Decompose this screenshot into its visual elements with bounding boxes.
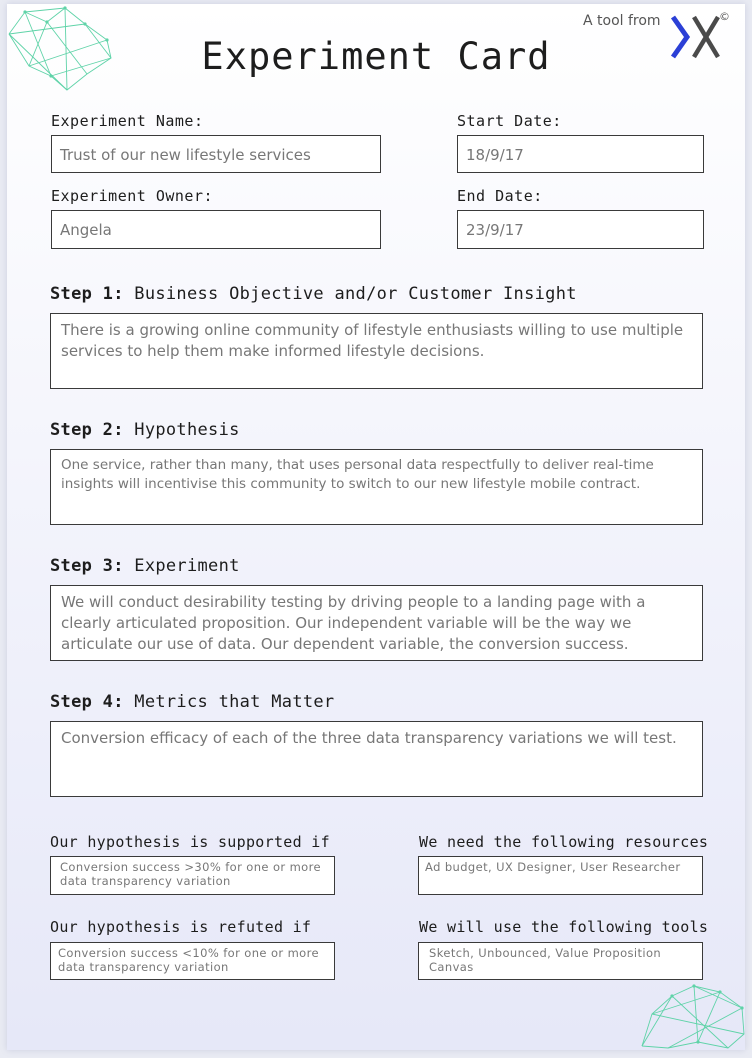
refuted-label: Our hypothesis is refuted if [50, 918, 312, 936]
page-title: Experiment Card [201, 35, 551, 78]
step-number: Step 2: [50, 420, 124, 440]
experiment-owner-label: Experiment Owner: [51, 187, 214, 205]
step-3-textarea[interactable]: We will conduct desirability testing by driving people to a landing page with a clearly articulated proposition. Our independent variable will be the way we articulate our use of data. Our dependent variable, the conversion success. [50, 585, 703, 661]
resources-field[interactable]: Ad budget, UX Designer, User Researcher [418, 856, 703, 895]
step-title: Hypothesis [134, 420, 240, 440]
tools-label: We will use the following tools [419, 918, 709, 936]
start-date-field[interactable]: 18/9/17 [457, 135, 704, 173]
step-4-textarea[interactable]: Conversion efficacy of each of the three data transparency variations we will test. [50, 721, 703, 797]
step-title: Business Objective and/or Customer Insight [134, 284, 577, 304]
step-title: Metrics that Matter [134, 692, 335, 712]
step-2-textarea[interactable]: One service, rather than many, that uses personal data respectfully to deliver real-time insights will incentivise this community to switch to our new lifestyle mobile contract. [50, 449, 703, 525]
copyright-mark: © [719, 10, 730, 23]
refuted-field[interactable]: Conversion success <10% for one or more data transparency variation [50, 942, 335, 980]
supported-label: Our hypothesis is supported if [50, 833, 330, 851]
end-date-field[interactable]: 23/9/17 [457, 210, 704, 249]
step-number: Step 3: [50, 556, 124, 576]
experiment-owner-field[interactable]: Angela [51, 210, 381, 249]
step-2-heading [50, 420, 240, 440]
supported-field[interactable]: Conversion success >30% for one or more data transparency variation [50, 856, 335, 895]
step-3-heading [50, 556, 240, 576]
tools-field[interactable]: Sketch, Unbounced, Value Proposition Canvas [418, 942, 703, 980]
step-number: Step 1: [50, 284, 124, 304]
step-number: Step 4: [50, 692, 124, 712]
step-4-heading [50, 692, 334, 712]
network-graphic-icon [638, 984, 746, 1050]
brand-tagline: A tool from [583, 13, 661, 29]
resources-label: We need the following resources [419, 833, 709, 851]
step-1-heading [50, 284, 577, 304]
start-date-label: Start Date: [457, 112, 562, 130]
end-date-label: End Date: [457, 187, 543, 205]
step-1-textarea[interactable]: There is a growing online community of lifestyle enthusiasts willing to use multiple services to help them make informed lifestyle decisions. [50, 313, 703, 389]
experiment-name-field[interactable]: Trust of our new lifestyle services [51, 135, 381, 173]
experiment-name-label: Experiment Name: [51, 112, 204, 130]
step-title: Experiment [134, 556, 240, 576]
